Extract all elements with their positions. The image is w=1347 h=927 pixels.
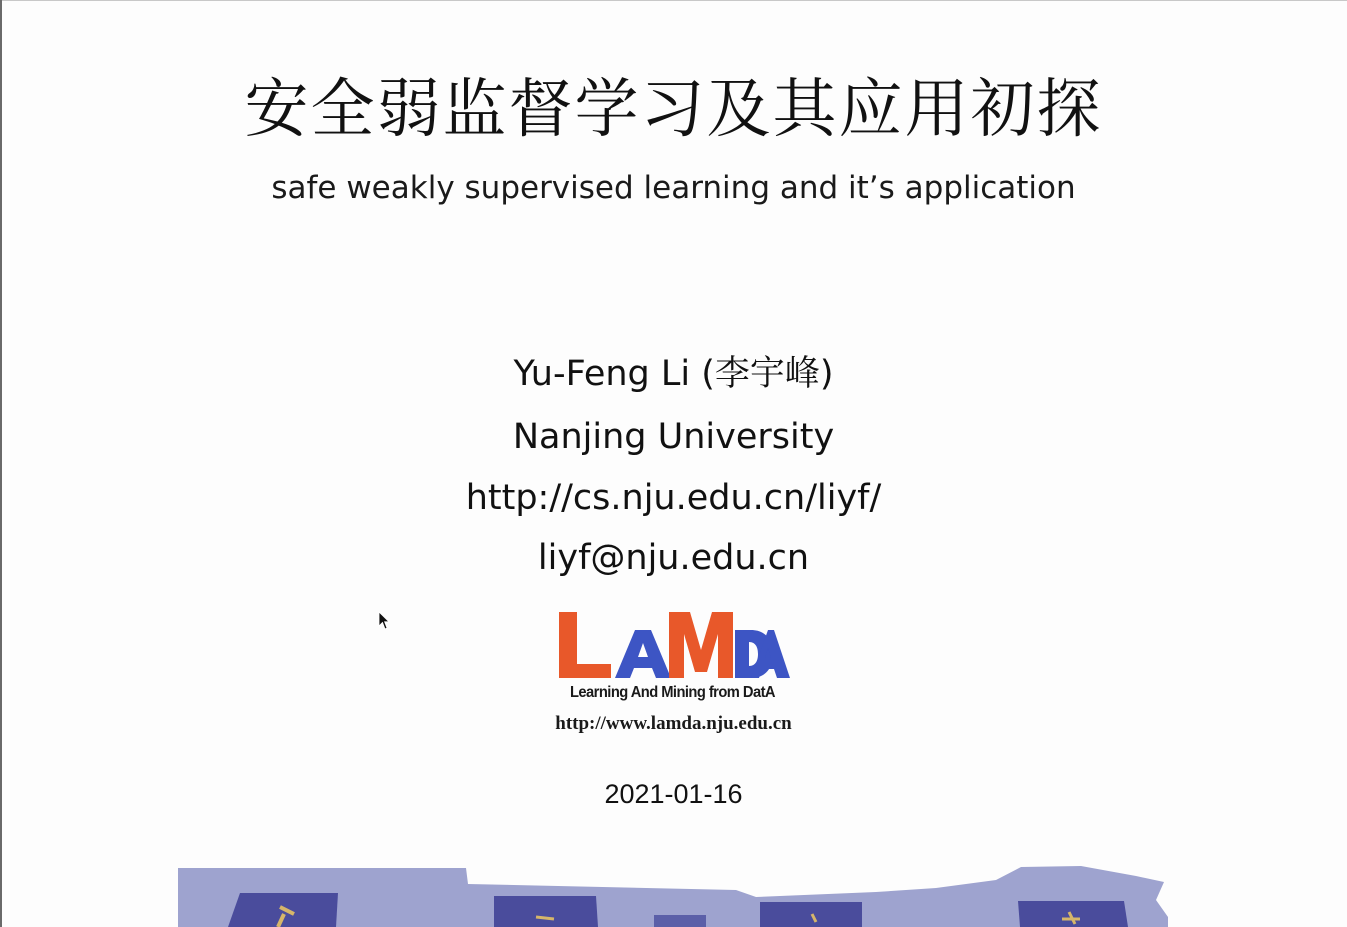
author-name: Yu-Feng Li (李宇峰) [513,354,834,394]
author-email: liyf@nju.edu.cn [537,538,810,578]
campus-banner-image [176,862,1168,927]
lamda-logo-letter-a [615,630,671,678]
lamda-logo-letter-l [559,612,611,678]
lamda-url: http://www.lamda.nju.edu.cn [555,713,792,734]
banner-panel-3 [654,915,706,927]
slide-top-border [0,0,1347,1]
slide-title-english: safe weakly supervised learning and it’s application [271,170,1076,206]
presentation-date: 2021-01-16 [604,779,743,809]
banner-panel-2 [494,896,598,927]
banner-panel-4 [760,902,862,927]
author-affiliation: Nanjing University [512,417,835,457]
lamda-logo [555,608,790,682]
lamda-subtitle: Learning And Mining from DatA [569,684,776,701]
author-homepage: http://cs.nju.edu.cn/liyf/ [465,478,882,518]
mouse-pointer-icon [378,611,390,631]
slide-title-chinese: 安全弱监督学习及其应用初探 [244,73,1103,147]
lamda-logo-letter-m [669,612,733,678]
